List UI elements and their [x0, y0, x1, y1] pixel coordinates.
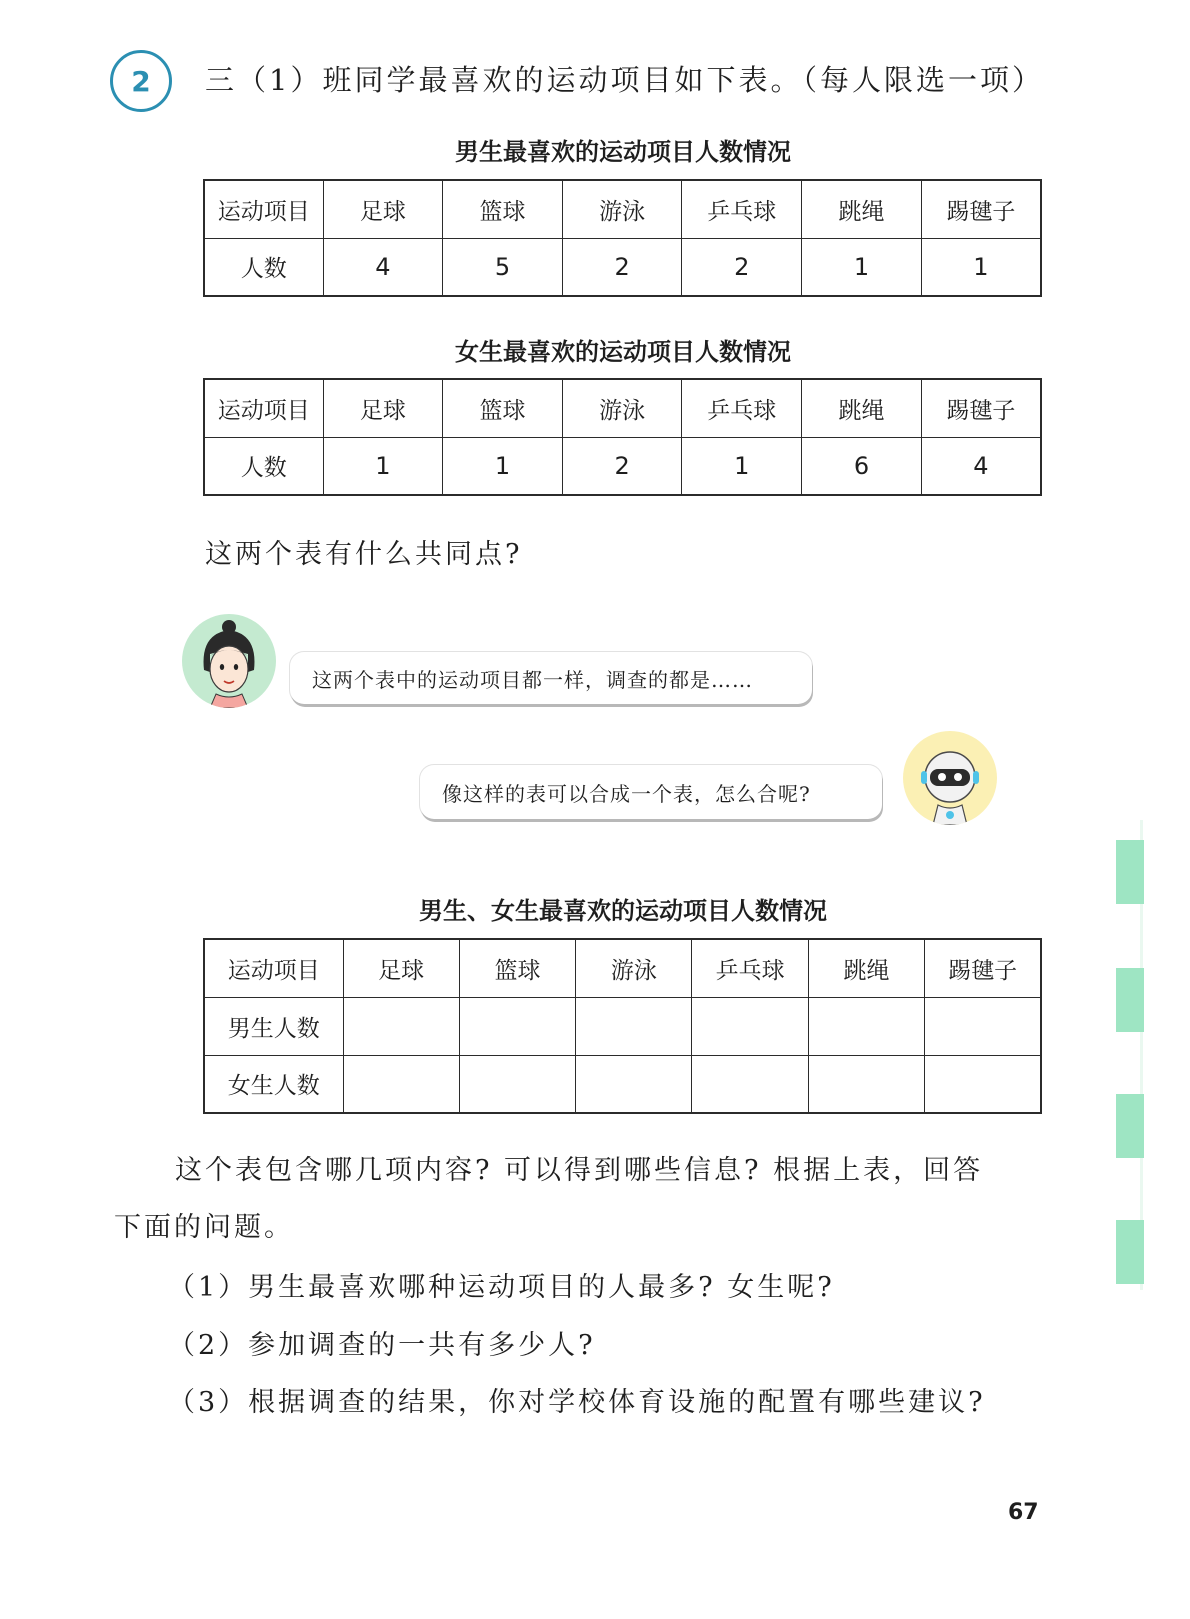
problem-number-badge	[110, 50, 172, 112]
robot-speech-text: 像这样的表可以合成一个表，怎么合呢?	[442, 781, 811, 806]
header-label-cell: 运动项目	[204, 939, 343, 997]
blank-answer-cell	[808, 997, 924, 1055]
table-row	[204, 437, 1041, 495]
question-1: （1）男生最喜欢哪种运动项目的人最多? 女生呢?	[168, 1272, 835, 1303]
sport-cell: 篮球	[443, 379, 563, 437]
sport-cell: 足球	[323, 379, 443, 437]
count-cell: 1	[443, 437, 563, 495]
sport-cell: 乒乓球	[682, 379, 802, 437]
side-tab	[1116, 1094, 1144, 1158]
sport-cell: 跳绳	[802, 379, 922, 437]
row-label-cell: 男生人数	[204, 997, 343, 1055]
sport-cell: 跳绳	[808, 939, 924, 997]
count-cell: 4	[921, 437, 1041, 495]
count-cell: 1	[802, 238, 922, 296]
side-tab	[1116, 968, 1144, 1032]
count-cell: 2	[562, 437, 682, 495]
blank-answer-cell	[576, 997, 692, 1055]
count-cell: 6	[802, 437, 922, 495]
sport-cell: 跳绳	[802, 180, 922, 238]
girls-table-title: 女生最喜欢的运动项目人数情况	[455, 338, 791, 366]
problem-number: 2	[131, 64, 151, 98]
paragraph-line-2: 下面的问题。	[114, 1212, 294, 1243]
table-header-row	[204, 939, 1041, 997]
sport-cell: 乒乓球	[682, 180, 802, 238]
girl-speech-bubble	[290, 652, 812, 704]
blank-answer-cell	[459, 997, 575, 1055]
blank-answer-cell	[343, 997, 459, 1055]
blank-answer-cell	[925, 1055, 1041, 1113]
sport-cell: 篮球	[459, 939, 575, 997]
table-row	[204, 238, 1041, 296]
robot-speech-bubble	[420, 765, 882, 819]
sport-cell: 踢毽子	[921, 379, 1041, 437]
sport-cell: 踢毽子	[921, 180, 1041, 238]
robot-avatar	[903, 731, 997, 825]
blank-answer-cell	[925, 997, 1041, 1055]
row-label-cell: 人数	[204, 238, 323, 296]
count-cell: 1	[323, 437, 443, 495]
sport-cell: 踢毽子	[925, 939, 1041, 997]
girl-face-icon	[182, 614, 276, 708]
sport-cell: 足球	[343, 939, 459, 997]
count-cell: 4	[323, 238, 443, 296]
blank-answer-cell	[576, 1055, 692, 1113]
sport-cell: 足球	[323, 180, 443, 238]
problem-intro: 三（1）班同学最喜欢的运动项目如下表。（每人限选一项）	[205, 63, 1044, 97]
common-points-question: 这两个表有什么共同点?	[205, 539, 523, 570]
boys-table-title: 男生最喜欢的运动项目人数情况	[455, 138, 791, 166]
boys-table	[203, 179, 1042, 297]
question-3: （3）根据调查的结果，你对学校体育设施的配置有哪些建议?	[168, 1387, 986, 1418]
sport-cell: 乒乓球	[692, 939, 808, 997]
count-cell: 5	[443, 238, 563, 296]
girl-avatar	[182, 614, 276, 708]
page-number: 67	[1008, 1500, 1039, 1525]
blank-answer-cell	[808, 1055, 924, 1113]
table-header-row	[204, 379, 1041, 437]
question-2: （2）参加调查的一共有多少人?	[168, 1330, 596, 1361]
table-row	[204, 1055, 1041, 1113]
sport-cell: 游泳	[562, 379, 682, 437]
count-cell: 2	[562, 238, 682, 296]
side-tab	[1116, 1220, 1144, 1284]
header-label-cell: 运动项目	[204, 180, 323, 238]
count-cell: 2	[682, 238, 802, 296]
robot-face-icon	[903, 731, 997, 825]
table-row	[204, 997, 1041, 1055]
row-label-cell: 女生人数	[204, 1055, 343, 1113]
paragraph-line-1: 这个表包含哪几项内容? 可以得到哪些信息? 根据上表，回答	[175, 1155, 984, 1186]
girls-table	[203, 378, 1042, 496]
row-label-cell: 人数	[204, 437, 323, 495]
girl-speech-text: 这两个表中的运动项目都一样，调查的都是……	[312, 667, 753, 692]
count-cell: 1	[921, 238, 1041, 296]
blank-answer-cell	[343, 1055, 459, 1113]
table-header-row	[204, 180, 1041, 238]
sport-cell: 篮球	[443, 180, 563, 238]
side-tab	[1116, 840, 1144, 904]
sport-cell: 游泳	[562, 180, 682, 238]
blank-answer-cell	[692, 997, 808, 1055]
sport-cell: 游泳	[576, 939, 692, 997]
combined-table-title: 男生、女生最喜欢的运动项目人数情况	[419, 897, 827, 925]
blank-answer-cell	[459, 1055, 575, 1113]
combined-table	[203, 938, 1042, 1114]
blank-answer-cell	[692, 1055, 808, 1113]
count-cell: 1	[682, 437, 802, 495]
header-label-cell: 运动项目	[204, 379, 323, 437]
